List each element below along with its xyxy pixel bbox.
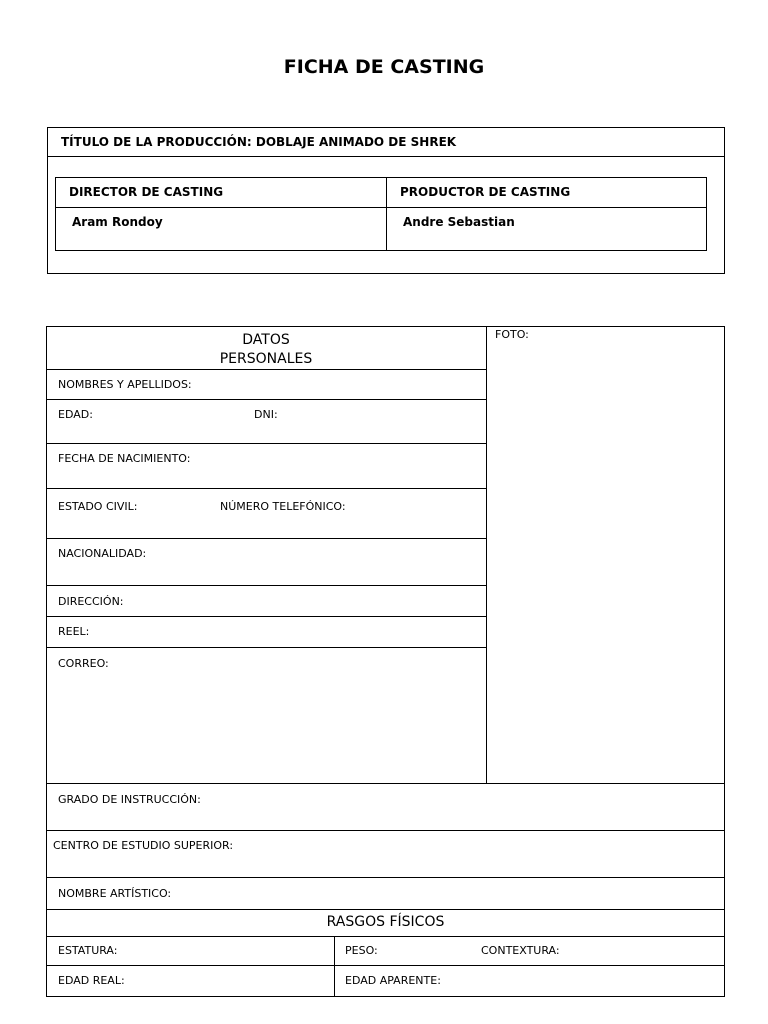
row-divider (46, 488, 486, 489)
production-divider (47, 156, 725, 157)
weight-field[interactable]: PESO: (345, 944, 378, 957)
director-name-field[interactable]: Aram Rondoy (72, 215, 163, 229)
physical-section-header: RASGOS FÍSICOS (326, 914, 445, 930)
education-level-field[interactable]: GRADO DE INSTRUCCIÓN: (58, 793, 201, 806)
row-divider (46, 538, 486, 539)
personal-section-header (46, 331, 486, 369)
photo-column-divider (486, 326, 487, 784)
row-divider (46, 965, 725, 966)
row-divider (46, 616, 486, 617)
names-field[interactable]: NOMBRES Y APELLIDOS: (58, 378, 192, 391)
age-field[interactable]: EDAD: (58, 408, 93, 421)
personal-header-line2: PERSONALES (219, 351, 313, 367)
row-divider (46, 399, 486, 400)
casting-team-divider (55, 207, 707, 208)
director-label: DIRECTOR DE CASTING (69, 185, 224, 199)
production-title-field[interactable]: TÍTULO DE LA PRODUCCIÓN: DOBLAJE ANIMADO DE SHREK (61, 135, 457, 149)
row-divider (46, 936, 725, 937)
stage-name-field[interactable]: NOMBRE ARTÍSTICO: (58, 887, 172, 900)
build-field[interactable]: CONTEXTURA: (481, 944, 560, 957)
birthdate-field[interactable]: FECHA DE NACIMIENTO: (58, 452, 191, 465)
row-divider (46, 909, 725, 910)
apparent-age-field[interactable]: EDAD APARENTE: (345, 974, 441, 987)
producer-label: PRODUCTOR DE CASTING (400, 185, 571, 199)
row-divider (46, 443, 486, 444)
dni-field[interactable]: DNI: (254, 408, 278, 421)
row-divider (46, 783, 725, 784)
physical-column-divider (334, 936, 335, 996)
producer-name-field[interactable]: Andre Sebastian (403, 215, 515, 229)
row-divider (46, 877, 725, 878)
email-field[interactable]: CORREO: (58, 657, 109, 670)
higher-education-field[interactable]: CENTRO DE ESTUDIO SUPERIOR: (53, 839, 234, 852)
reel-field[interactable]: REEL: (58, 625, 90, 638)
civil-status-field[interactable]: ESTADO CIVIL: (58, 500, 138, 513)
row-divider (46, 830, 725, 831)
personal-header-line1: DATOS (242, 332, 290, 348)
height-field[interactable]: ESTATURA: (58, 944, 118, 957)
row-divider (46, 647, 486, 648)
photo-field[interactable]: FOTO: (495, 328, 529, 341)
address-field[interactable]: DIRECCIÓN: (58, 595, 124, 608)
nationality-field[interactable]: NACIONALIDAD: (58, 547, 147, 560)
real-age-field[interactable]: EDAD REAL: (58, 974, 125, 987)
page-title: FICHA DE CASTING (283, 56, 485, 78)
row-divider (46, 369, 486, 370)
row-divider (46, 585, 486, 586)
phone-field[interactable]: NÚMERO TELEFÓNICO: (220, 500, 346, 513)
casting-team-column-divider (386, 177, 387, 251)
